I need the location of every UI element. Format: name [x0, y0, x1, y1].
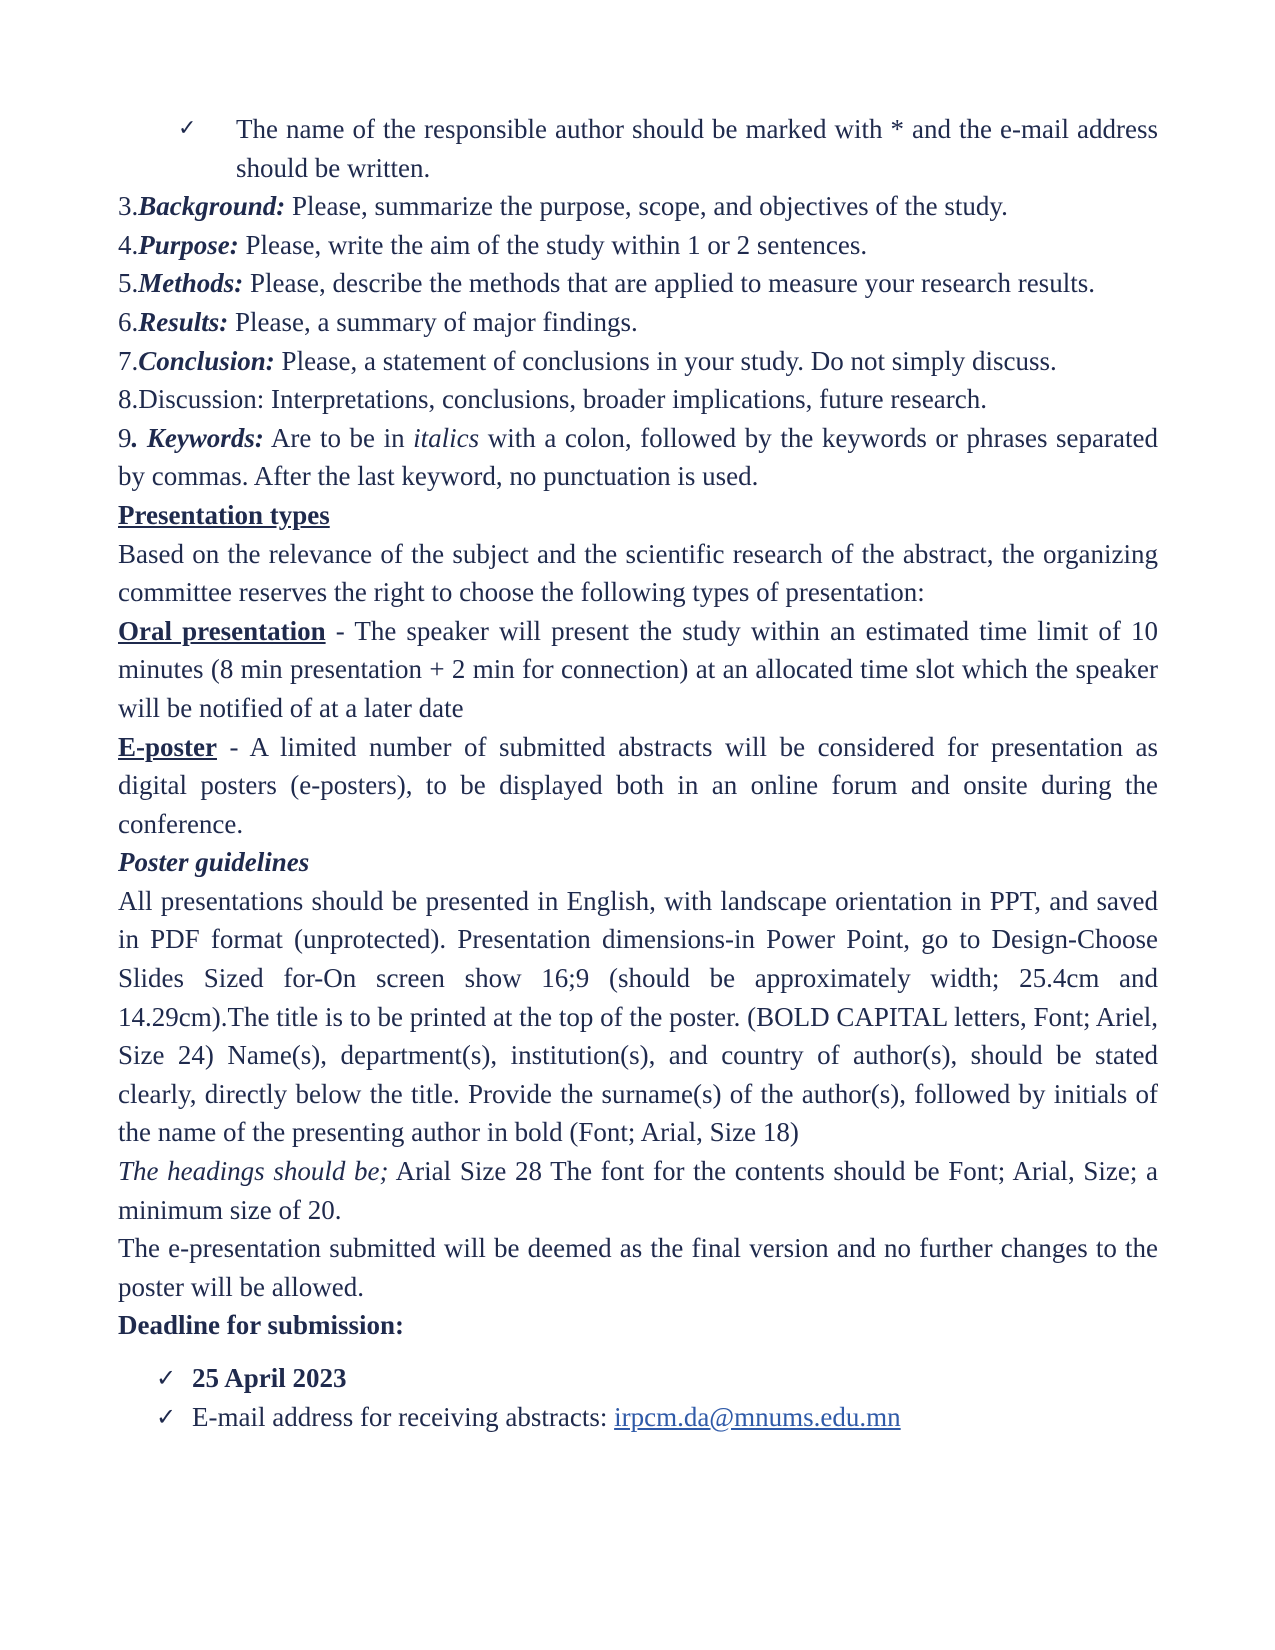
presentation-types-intro: Based on the relevance of the subject and the scientific research of the abstract, the organizing committee reserves the right to choose the following types of presentation:: [118, 538, 1158, 608]
oral-presentation-text: - The speaker will present the study within an estimated time limit of 10 minutes (8 min presentation + 2 min for connection) at an allocated time slot which the speaker will be notified of at a later date: [118, 615, 1158, 723]
item-number: 6.: [118, 306, 139, 337]
numbered-item-methods: [118, 264, 1158, 303]
item-number: 3.: [118, 191, 139, 222]
item-number: 5.: [118, 268, 139, 299]
numbered-item-keywords: [118, 419, 1158, 496]
item-text: Please, write the aim of the study within 1 or 2 sentences.: [238, 229, 868, 260]
item-text: Please, a statement of conclusions in your study. Do not simply discuss.: [274, 345, 1057, 376]
deadline-date-item: [118, 1359, 1158, 1398]
numbered-item-discussion: 8.Discussion: Interpretations, conclusions, broader implications, future research.: [118, 384, 988, 415]
deadline-date: 25 April 2023: [192, 1363, 347, 1393]
item-label: Background:: [138, 191, 286, 222]
item-label: . Keywords:: [131, 422, 264, 453]
deadline-list: [118, 1359, 1158, 1436]
item-label: Purpose:: [138, 229, 239, 260]
numbered-item-purpose: [118, 226, 1158, 265]
item-number: 9: [118, 422, 132, 453]
responsible-author-text: The name of the responsible author should be marked with * and the e-mail address should be written.: [236, 114, 1158, 183]
item-label: Methods:: [138, 268, 244, 299]
oral-presentation-paragraph: [118, 612, 1158, 728]
checkmark-icon: ✓: [156, 1402, 177, 1431]
numbered-item-conclusion: [118, 342, 1158, 381]
item-label: Conclusion:: [138, 345, 275, 376]
keywords-italic-word: italics: [413, 422, 480, 453]
eposter-label: E-poster: [118, 731, 217, 762]
item-number: 7.: [118, 345, 139, 376]
poster-guidelines-heading: Poster guidelines: [118, 847, 310, 878]
headings-text: Arial Size 28 The font for the contents should be Font; Arial, Size; a minimum size of 20.: [118, 1156, 1158, 1225]
responsible-author-bullet: [118, 110, 1158, 187]
item-number: 4.: [118, 229, 139, 260]
deadline-email-item: [118, 1398, 1158, 1437]
checkmark-icon: ✓: [156, 1364, 177, 1392]
eposter-paragraph: [118, 728, 1158, 844]
oral-presentation-label: Oral presentation: [118, 615, 326, 646]
keywords-text-before: Are to be in: [263, 422, 414, 453]
eposter-text: - A limited number of submitted abstracts will be considered for presentation as digital posters (e-posters), to be displayed both in an online forum and onsite during the conference.: [118, 731, 1158, 839]
checkmark-icon: ✓: [178, 116, 197, 141]
item-label: Results:: [138, 306, 229, 337]
deadline-heading: Deadline for submission:: [118, 1310, 405, 1341]
headings-paragraph: [118, 1152, 1158, 1229]
presentation-types-heading: [118, 496, 1158, 535]
keywords-text-after: with a colon, followed by the keywords or phrases separated by commas. After the last keyword, no punctuation is used.: [118, 422, 1158, 492]
numbered-item-background: [118, 187, 1158, 226]
final-version-paragraph: The e-presentation submitted will be deemed as the final version and no further changes to the poster will be allowed.: [118, 1233, 1158, 1302]
email-link[interactable]: irpcm.da@mnums.edu.mn: [614, 1401, 901, 1432]
item-text: Please, describe the methods that are applied to measure your research results.: [243, 268, 1095, 299]
email-label: E-mail address for receiving abstracts:: [192, 1401, 615, 1432]
headings-italic-text: The headings should be;: [118, 1156, 389, 1187]
section-heading: Presentation types: [118, 499, 330, 530]
numbered-item-results: [118, 303, 1158, 342]
item-text: Please, summarize the purpose, scope, and objectives of the study.: [285, 191, 1008, 222]
item-text: Please, a summary of major findings.: [228, 306, 638, 337]
document-body: [118, 110, 1158, 1436]
poster-guidelines-paragraph: All presentations should be presented in English, with landscape orientation in PPT, and saved in PDF format (unprotected). Presentation dimensions-in Power Point, go to Design-Choose Slides Sized for-On screen show 16;9 (should be approximately width; 25.4cm and 14.29cm).The title is to be printed at the top of the poster. (BOLD CAPITAL letters, Font; Ariel, Size 24) Name(s), department(s), institution(s), and country of author(s), should be stated clearly, directly below the title. Provide the surname(s) of the author(s), followed by initials of the name of the presenting author in bold (Font; Arial, Size 18): [118, 885, 1158, 1148]
